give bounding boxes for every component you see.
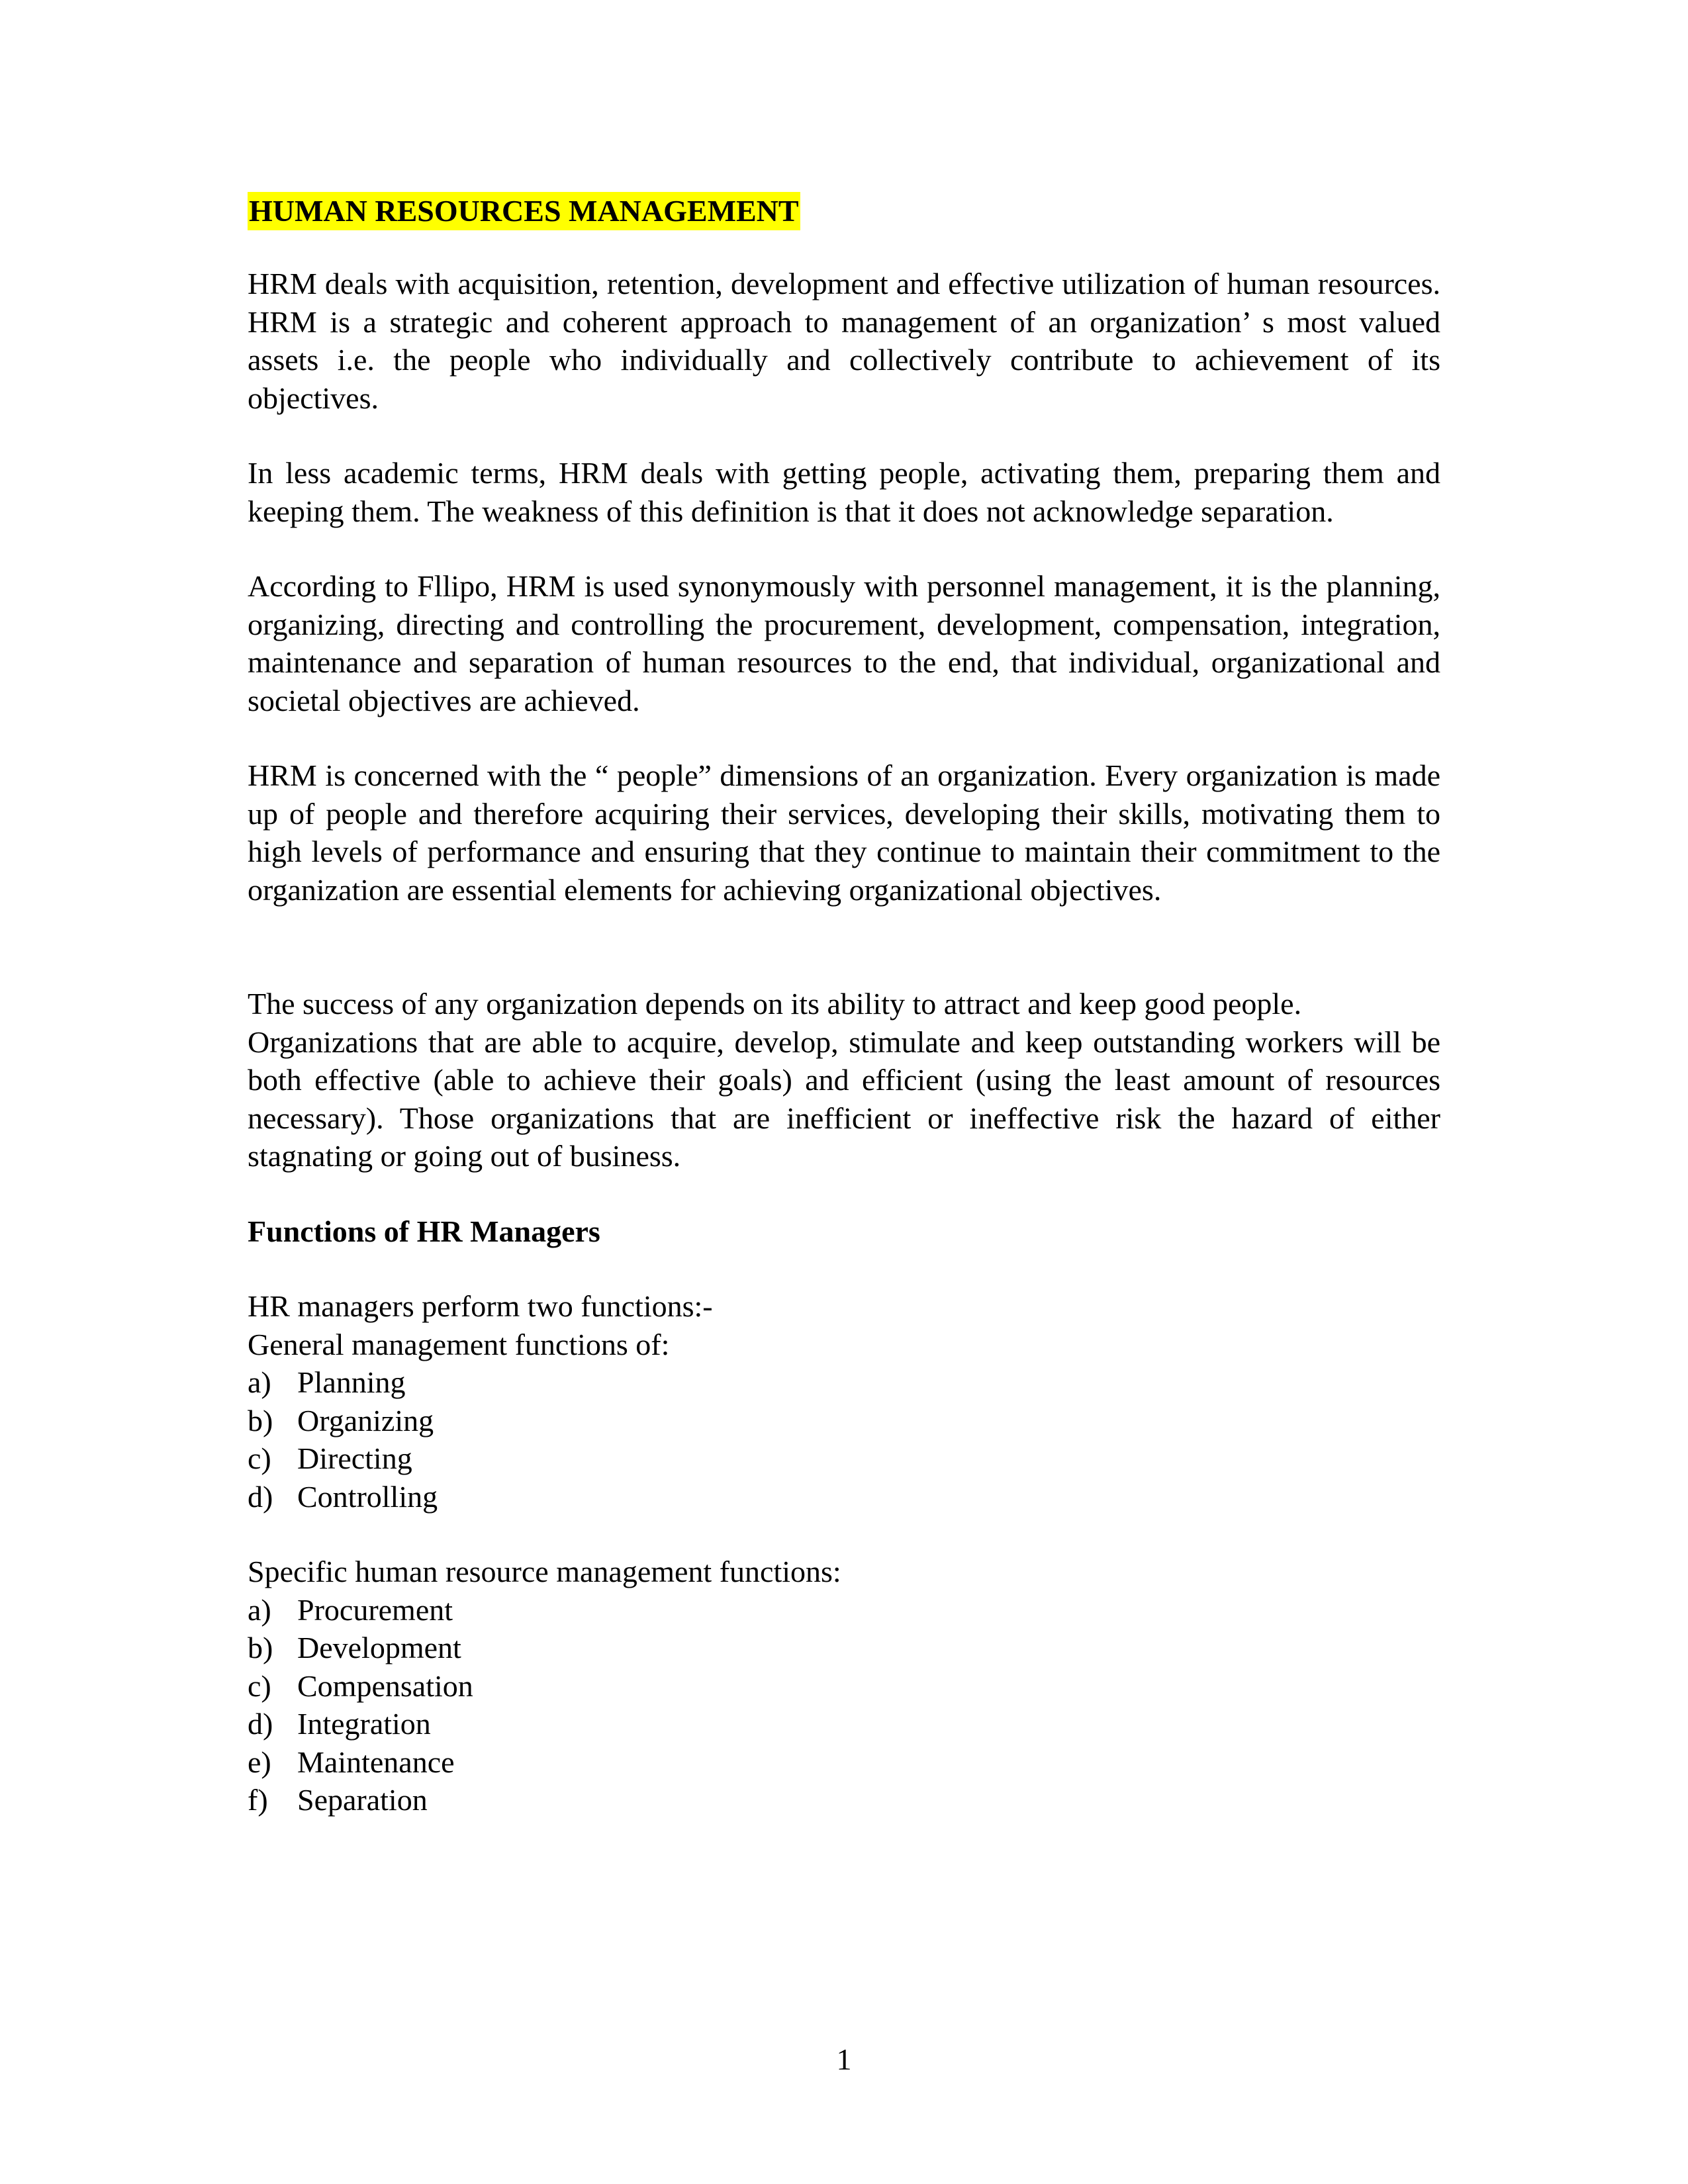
list-marker: f) (248, 1783, 268, 1817)
page-content (248, 192, 1440, 1819)
list-item-text: Planning (297, 1365, 406, 1399)
section-heading: Functions of HR Managers (248, 1214, 600, 1248)
list-item-text: Separation (297, 1783, 428, 1817)
list-item (248, 1667, 1440, 1706)
list-marker: d) (248, 1479, 273, 1514)
list-item-text: Directing (297, 1441, 412, 1475)
paragraph-success-sentence: The success of any organization depends on its ability to attract and keep good people. (248, 987, 1302, 1021)
list-marker: d) (248, 1707, 273, 1741)
list-item (248, 1363, 1440, 1402)
document-title: HUMAN RESOURCES MANAGEMENT (248, 192, 800, 230)
specific-functions-label: Specific human resource management functions: (248, 1555, 841, 1588)
list-item (248, 1781, 1440, 1819)
section-intro: HR managers perform two functions:- (248, 1289, 713, 1323)
list-marker: c) (248, 1441, 271, 1475)
list-item-text: Organizing (297, 1403, 434, 1437)
list-marker: e) (248, 1745, 271, 1779)
list-item-text: Development (297, 1631, 461, 1664)
list-marker: b) (248, 1631, 273, 1664)
list-item (248, 1591, 1440, 1629)
list-marker: b) (248, 1403, 273, 1437)
list-item (248, 1743, 1440, 1782)
paragraph-effective-efficient: Organizations that are able to acquire, develop, stimulate and keep outstanding workers will be both effective (able to achieve their goals) and efficient (using the least amount of resources necessary). Those organizations that are inefficient or ineffective risk the hazard of either stagnating or going out of business. (248, 1024, 1440, 1173)
specific-functions-list (248, 1591, 1440, 1819)
paragraph-people-dimensions: HRM is concerned with the “ people” dimensions of an organization. Every organization is made up of people and therefore acquiring their services, developing their skills, motivating them to high levels of performance and ensuring that they continue to maintain their commitment to the organization are essential elements for achieving organizational objectives. (248, 758, 1440, 907)
list-item-text: Procurement (297, 1592, 453, 1627)
list-item-text: Controlling (297, 1479, 438, 1514)
list-marker: c) (248, 1668, 271, 1703)
list-item (248, 1439, 1440, 1478)
page-number: 1 (836, 2042, 852, 2076)
list-item-text: Maintenance (297, 1745, 455, 1779)
general-functions-list (248, 1363, 1440, 1516)
list-item-text: Integration (297, 1707, 431, 1741)
list-item-text: Compensation (297, 1668, 473, 1703)
general-functions-label: General management functions of: (248, 1327, 670, 1361)
list-item (248, 1705, 1440, 1743)
paragraph-academic-terms: In less academic terms, HRM deals with getting people, activating them, preparing them and keeping them. The weakness of this definition is that it does not acknowledge separation. (248, 456, 1440, 528)
list-item (248, 1402, 1440, 1440)
list-marker: a) (248, 1592, 271, 1627)
list-item (248, 1478, 1440, 1516)
paragraph-hrm-definition: HRM deals with acquisition, retention, development and effective utilization of human resources. HRM is a strategic and coherent approach to management of an organization’ s most valued assets i.e. the people who individually and collectively contribute to achievement of its objectives. (248, 267, 1440, 415)
paragraph-fllipo-definition: According to Fllipo, HRM is used synonymously with personnel management, it is the planning, organizing, directing and controlling the procurement, development, compensation, integration, maintenance and separation of human resources to the end, that individual, organizational and societal objectives are achieved. (248, 569, 1440, 717)
list-item (248, 1629, 1440, 1667)
list-marker: a) (248, 1365, 271, 1399)
